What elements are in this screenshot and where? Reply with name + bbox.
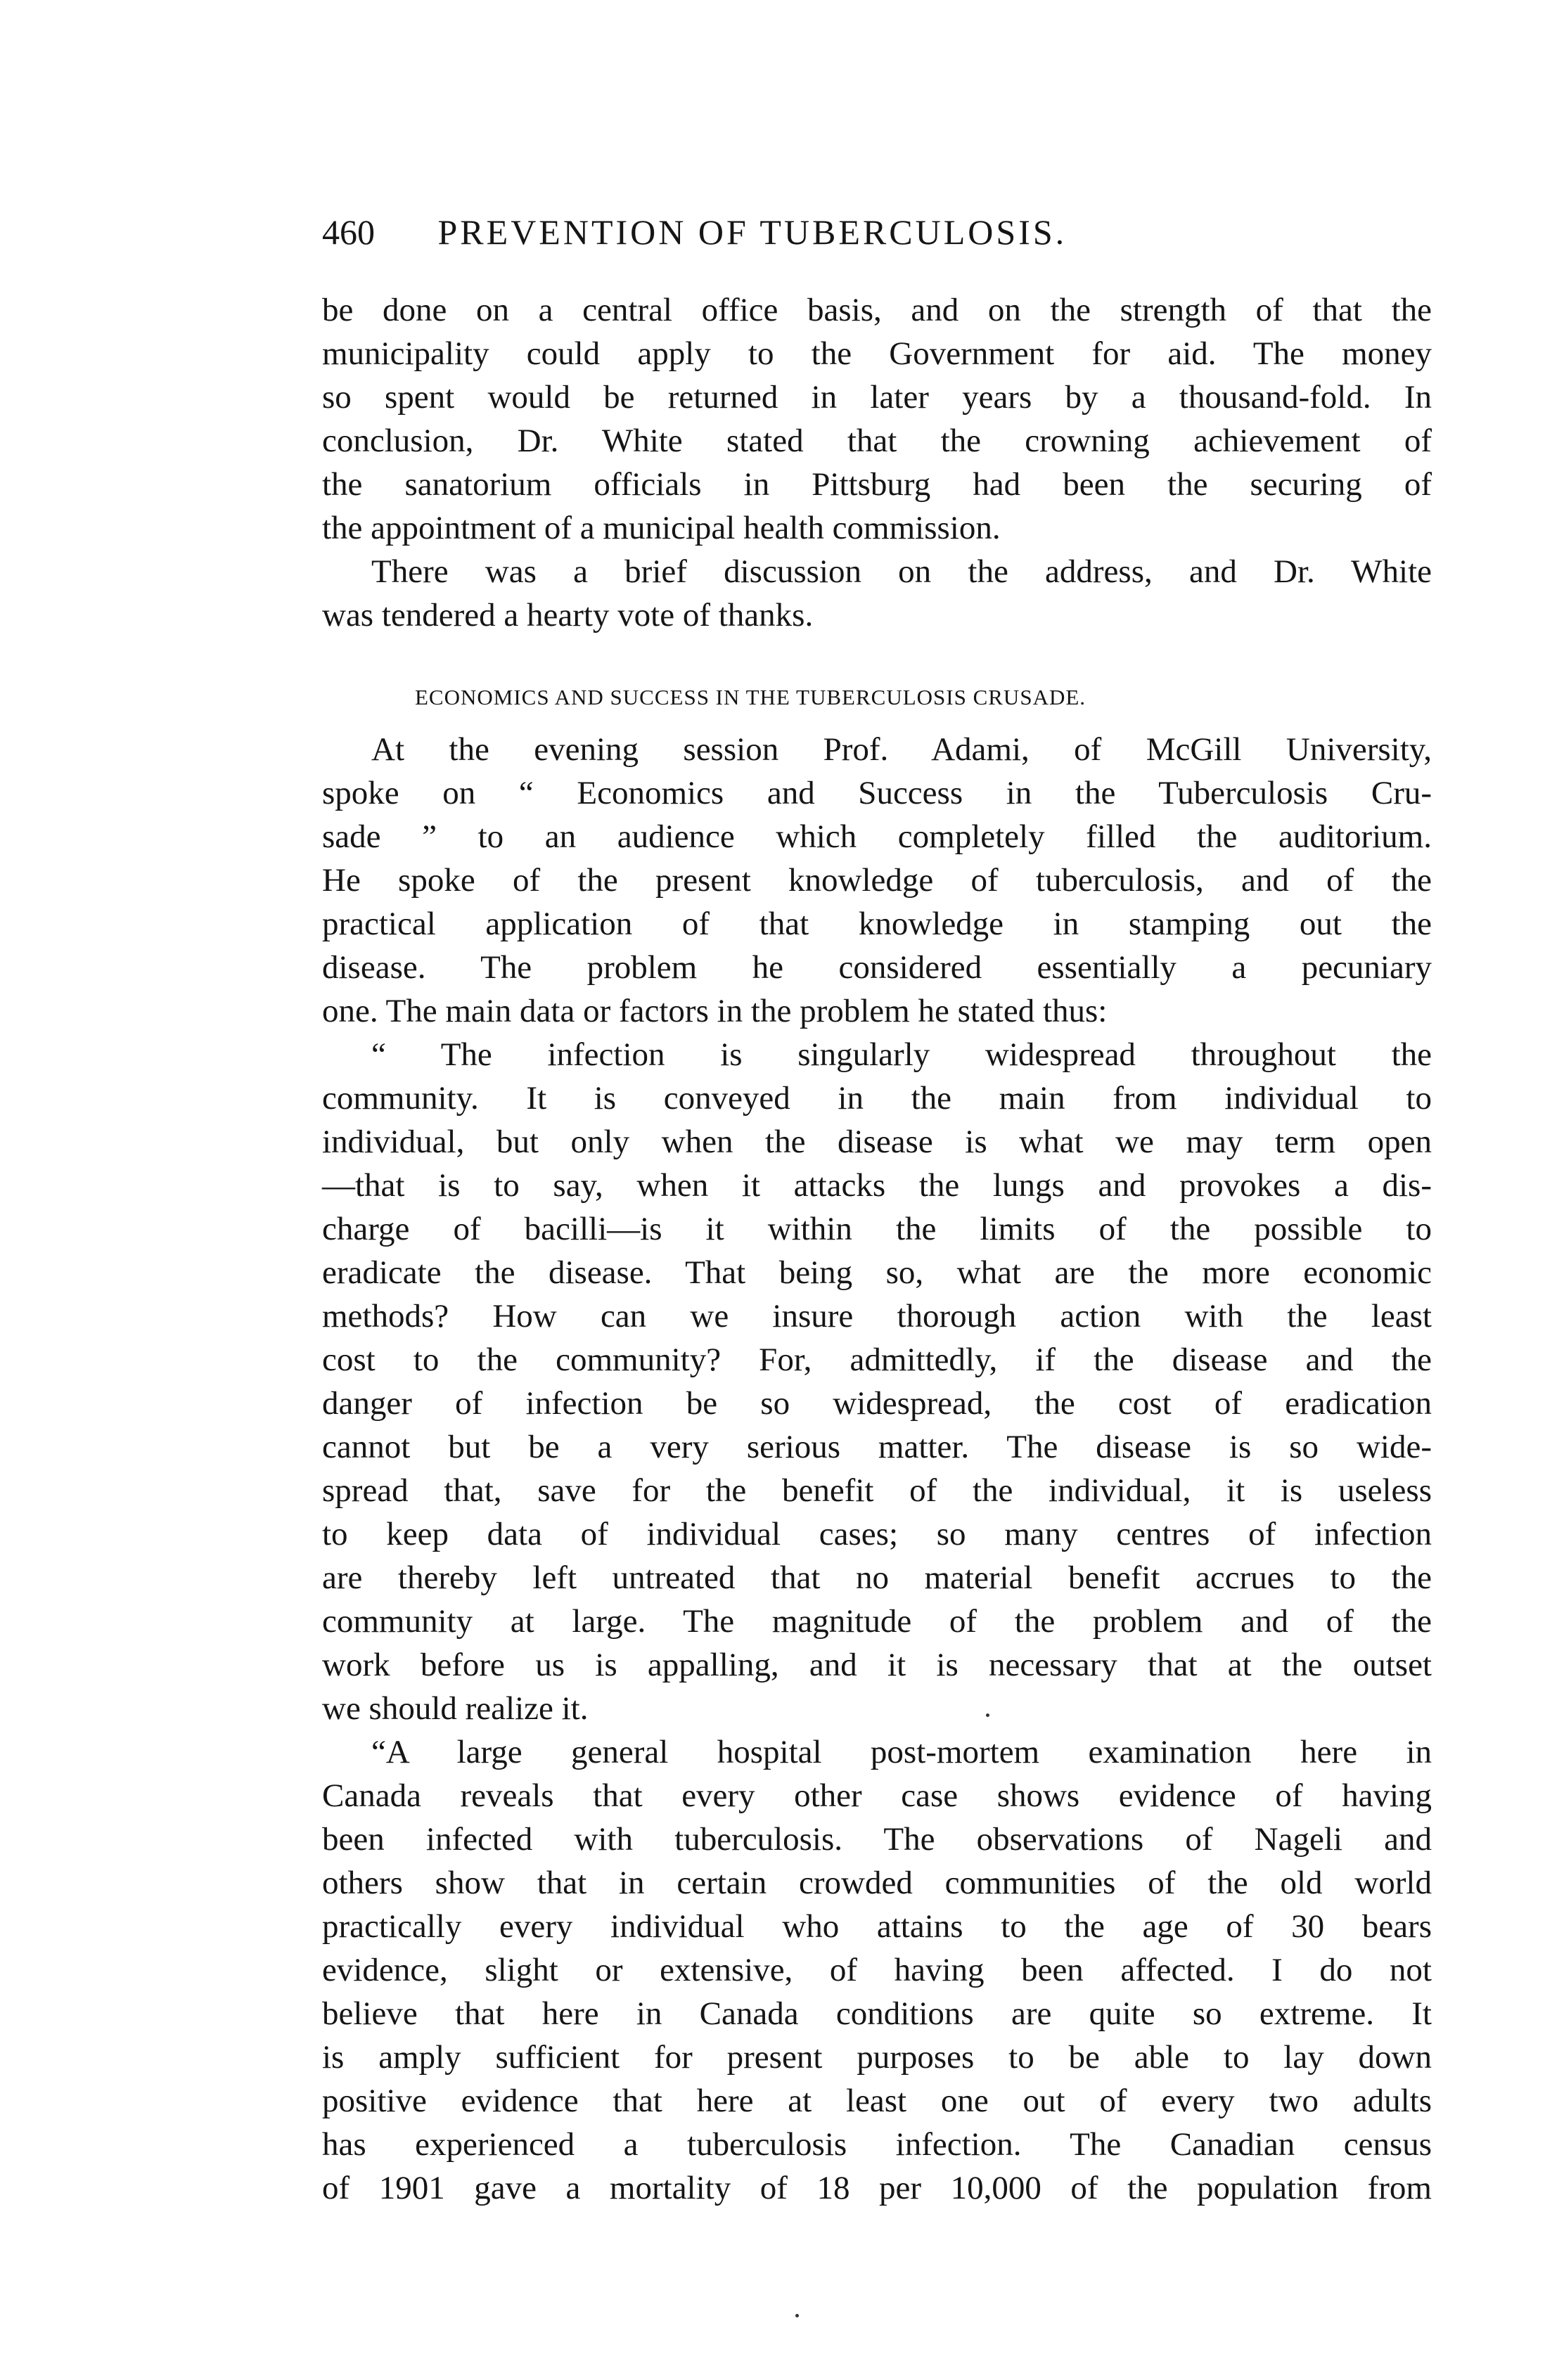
text-line: been infected with tuberculosis. The observations of Nageli and (322, 1821, 1432, 1858)
text-line: so spent would be returned in later years by a thousand-fold. In (322, 379, 1432, 416)
text-line: positive evidence that here at least one out of every two adults (322, 2083, 1432, 2119)
text-line: community. It is conveyed in the main from individual to (322, 1080, 1432, 1117)
text-line: At the evening session Prof. Adami, of McGill University, (371, 731, 1432, 768)
text-line: be done on a central office basis, and on the strength of that the (322, 292, 1432, 328)
text-line: practically every individual who attains to the age of 30 bears (322, 1908, 1432, 1945)
text-line: cannot but be a very serious matter. The disease is so wide- (322, 1429, 1432, 1465)
text-line: evidence, slight or extensive, of having been affected. I do not (322, 1952, 1432, 1988)
text-line: the appointment of a municipal health commission. (322, 510, 1001, 546)
text-line: the sanatorium officials in Pittsburg had been the securing of (322, 466, 1432, 503)
text-line: are thereby left untreated that no material benefit accrues to the (322, 1559, 1432, 1596)
text-line: methods? How can we insure thorough action with the least (322, 1298, 1432, 1334)
text-line: spread that, save for the benefit of the individual, it is useless (322, 1472, 1432, 1509)
page-number: 460 (322, 212, 375, 252)
text-line: spoke on “ Economics and Success in the Tuberculosis Cru- (322, 775, 1432, 811)
text-line: practical application of that knowledge in stamping out the (322, 906, 1432, 942)
text-line: sade ” to an audience which completely filled the auditorium. (322, 818, 1432, 855)
text-line: others show that in certain crowded communities of the old world (322, 1865, 1432, 1901)
text-line: eradicate the disease. That being so, what are the more economic (322, 1254, 1432, 1291)
text-line: has experienced a tuberculosis infection. The Canadian census (322, 2126, 1432, 2163)
section-heading: ECONOMICS AND SUCCESS IN THE TUBERCULOSIS CRUSADE. (415, 685, 1086, 709)
text-line: believe that here in Canada conditions are quite so extreme. It (322, 1995, 1432, 2032)
text-line: one. The main data or factors in the problem he stated thus: (322, 993, 1108, 1029)
text-line: community at large. The magnitude of the problem and of the (322, 1603, 1432, 1640)
text-line: cost to the community? For, admittedly, if the disease and the (322, 1342, 1432, 1378)
text-line: municipality could apply to the Government for aid. The money (322, 335, 1432, 372)
text-line: He spoke of the present knowledge of tuberculosis, and of the (322, 862, 1432, 899)
running-title: PREVENTION OF TUBERCULOSIS. (437, 212, 1068, 252)
text-line: Canada reveals that every other case shows evidence of having (322, 1777, 1432, 1814)
text-line: danger of infection be so widespread, the cost of eradication (322, 1385, 1432, 1422)
text-line: “ The infection is singularly widespread throughout the (371, 1036, 1432, 1073)
text-line: was tendered a hearty vote of thanks. (322, 597, 814, 633)
print-speck (795, 2314, 799, 2317)
text-line: “A large general hospital post-mortem examination here in (371, 1734, 1432, 1770)
text-line: to keep data of individual cases; so many centres of infection (322, 1516, 1432, 1552)
text-line: —that is to say, when it attacks the lungs and provokes a dis- (322, 1167, 1432, 1204)
text-line: of 1901 gave a mortality of 18 per 10,000 of the population from (322, 2170, 1432, 2206)
text-line: charge of bacilli—is it within the limits of the possible to (322, 1211, 1432, 1247)
running-head (322, 211, 1433, 253)
print-speck (986, 1713, 989, 1717)
text-line: we should realize it. (322, 1690, 589, 1727)
text-line: There was a brief discussion on the address, and Dr. White (371, 553, 1432, 590)
text-line: is amply sufficient for present purposes to be able to lay down (322, 2039, 1432, 2076)
text-line: work before us is appalling, and it is necessary that at the outset (322, 1647, 1432, 1683)
text-line: disease. The problem he considered essentially a pecuniary (322, 949, 1432, 986)
text-line: conclusion, Dr. White stated that the crowning achievement of (322, 423, 1432, 459)
text-line: individual, but only when the disease is what we may term open (322, 1124, 1432, 1160)
